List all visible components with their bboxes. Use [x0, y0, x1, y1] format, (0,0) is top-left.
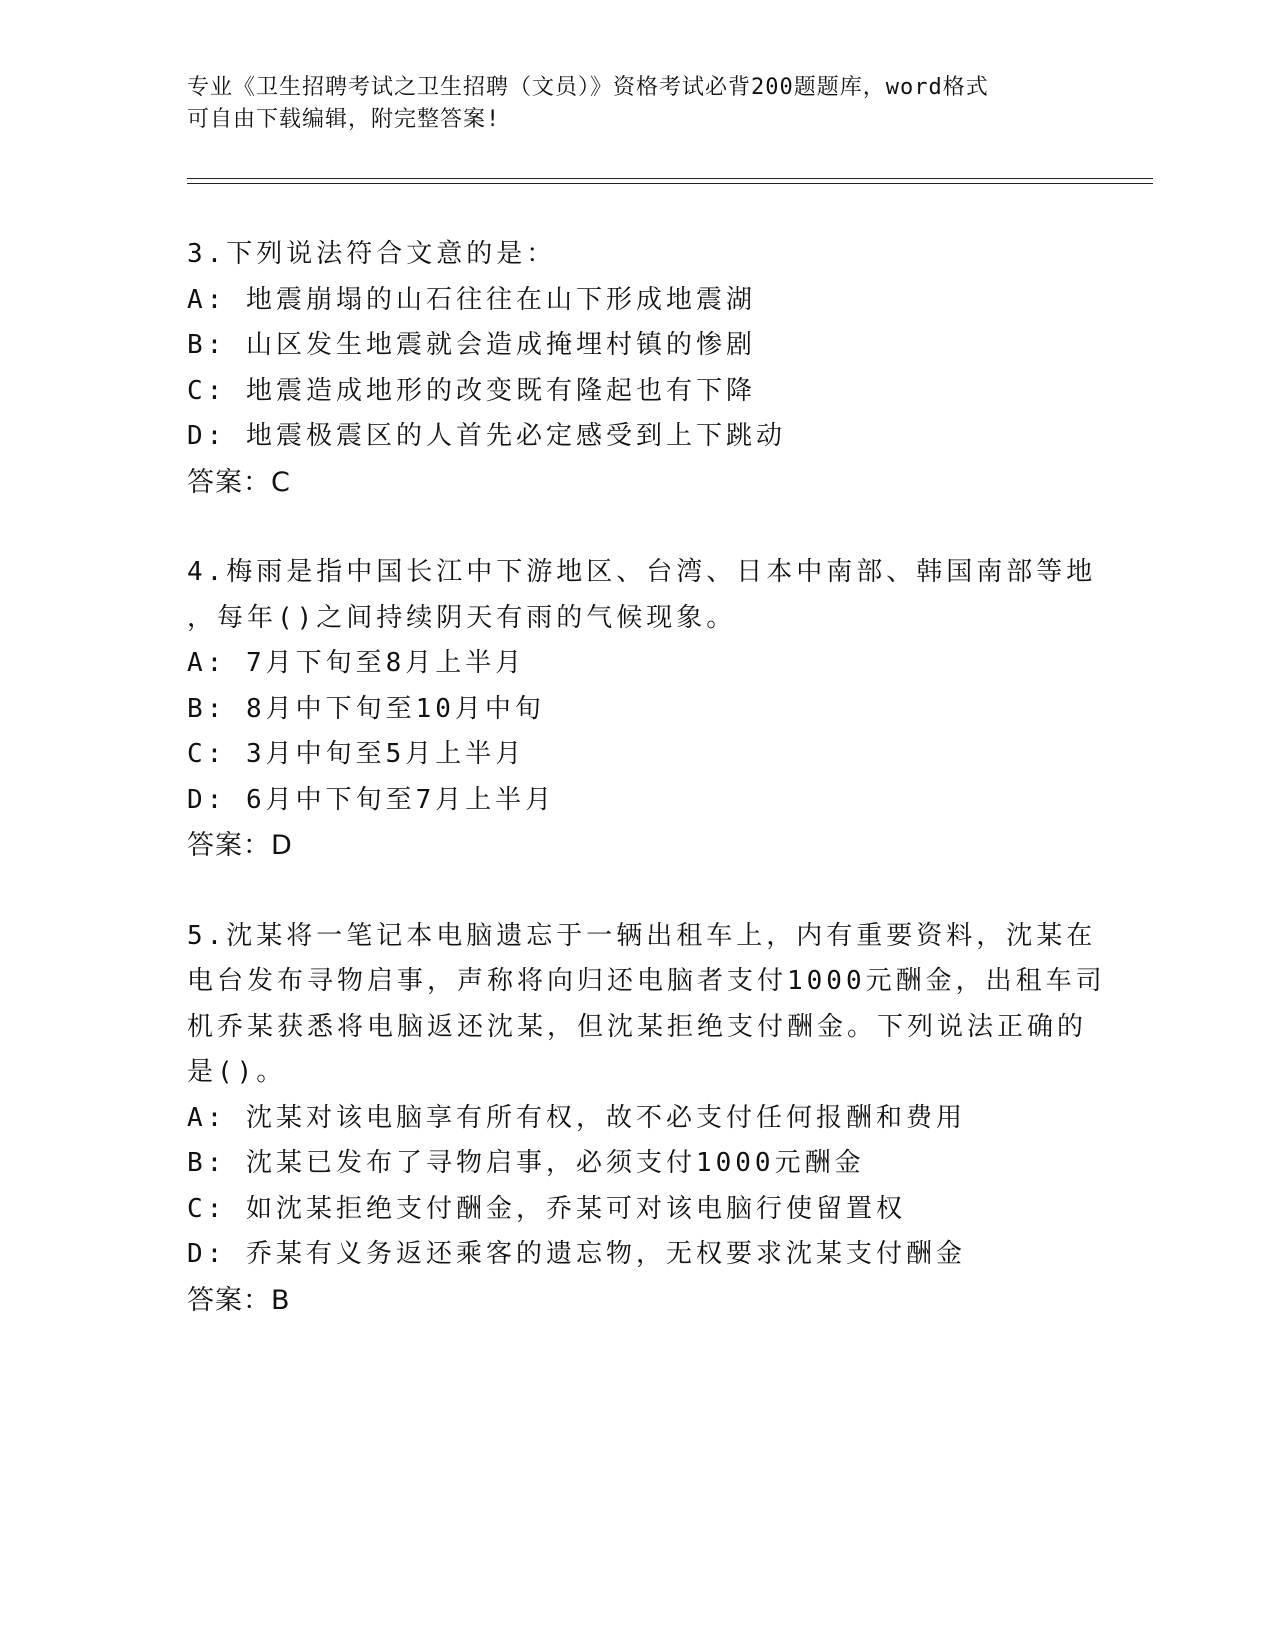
question-stem: ，每年()之间持续阴天有雨的气候现象。 [187, 602, 737, 633]
option-c: C: 3月中旬至5月上半月 [187, 739, 526, 769]
option-c: C: 如沈某拒绝支付酬金，乔某可对该电脑行使留置权 [187, 1193, 906, 1224]
option-a: A: 沈某对该电脑享有所有权，故不必支付任何报酬和费用 [187, 1102, 966, 1133]
document-header [187, 72, 1067, 136]
question-stem: 是()。 [187, 1057, 287, 1087]
option-b: B: 山区发生地震就会造成掩埋村镇的惨剧 [187, 330, 756, 360]
header-divider-bottom [187, 183, 1153, 184]
question-stem: 5.沈某将一笔记本电脑遗忘于一辆出租车上，内有重要资料，沈某在 [187, 920, 1097, 951]
option-b: B: 8月中下旬至10月中旬 [187, 693, 545, 724]
question-stem: 机乔某获悉将电脑返还沈某，但沈某拒绝支付酬金。下列说法正确的 [187, 1011, 1088, 1042]
question-3 [187, 232, 1087, 505]
option-a: A: 7月下旬至8月上半月 [187, 648, 526, 678]
question-stem: 3.下列说法符合文意的是： [187, 239, 557, 269]
question-5 [187, 914, 1106, 1324]
answer-line: 答案：C [187, 466, 291, 498]
option-c: C: 地震造成地形的改变既有隆起也有下降 [187, 375, 756, 406]
option-a: A: 地震崩塌的山石往往在山下形成地震湖 [187, 284, 756, 315]
header-line-1: 专业《卫生招聘考试之卫生招聘（文员）》资格考试必背200题题库，word格式 [187, 75, 989, 100]
answer-line: 答案：B [187, 1284, 291, 1316]
answer-line: 答案：D [187, 830, 293, 861]
question-stem: 4.梅雨是指中国长江中下游地区、台湾、日本中南部、韩国南部等地 [187, 557, 1097, 587]
question-4 [187, 550, 1097, 869]
question-list [187, 232, 1106, 1323]
option-d: D: 6月中下旬至7月上半月 [187, 784, 556, 815]
question-stem: 电台发布寻物启事，声称将向归还电脑者支付1000元酬金，出租车司 [187, 966, 1106, 996]
header-line-2: 可自由下载编辑，附完整答案! [187, 107, 501, 132]
header-divider-top [187, 178, 1153, 179]
option-d: D: 乔某有义务返还乘客的遗忘物，无权要求沈某支付酬金 [187, 1239, 966, 1269]
option-b: B: 沈某已发布了寻物启事，必须支付1000元酬金 [187, 1148, 865, 1178]
option-d: D: 地震极震区的人首先必定感受到上下跳动 [187, 421, 786, 451]
